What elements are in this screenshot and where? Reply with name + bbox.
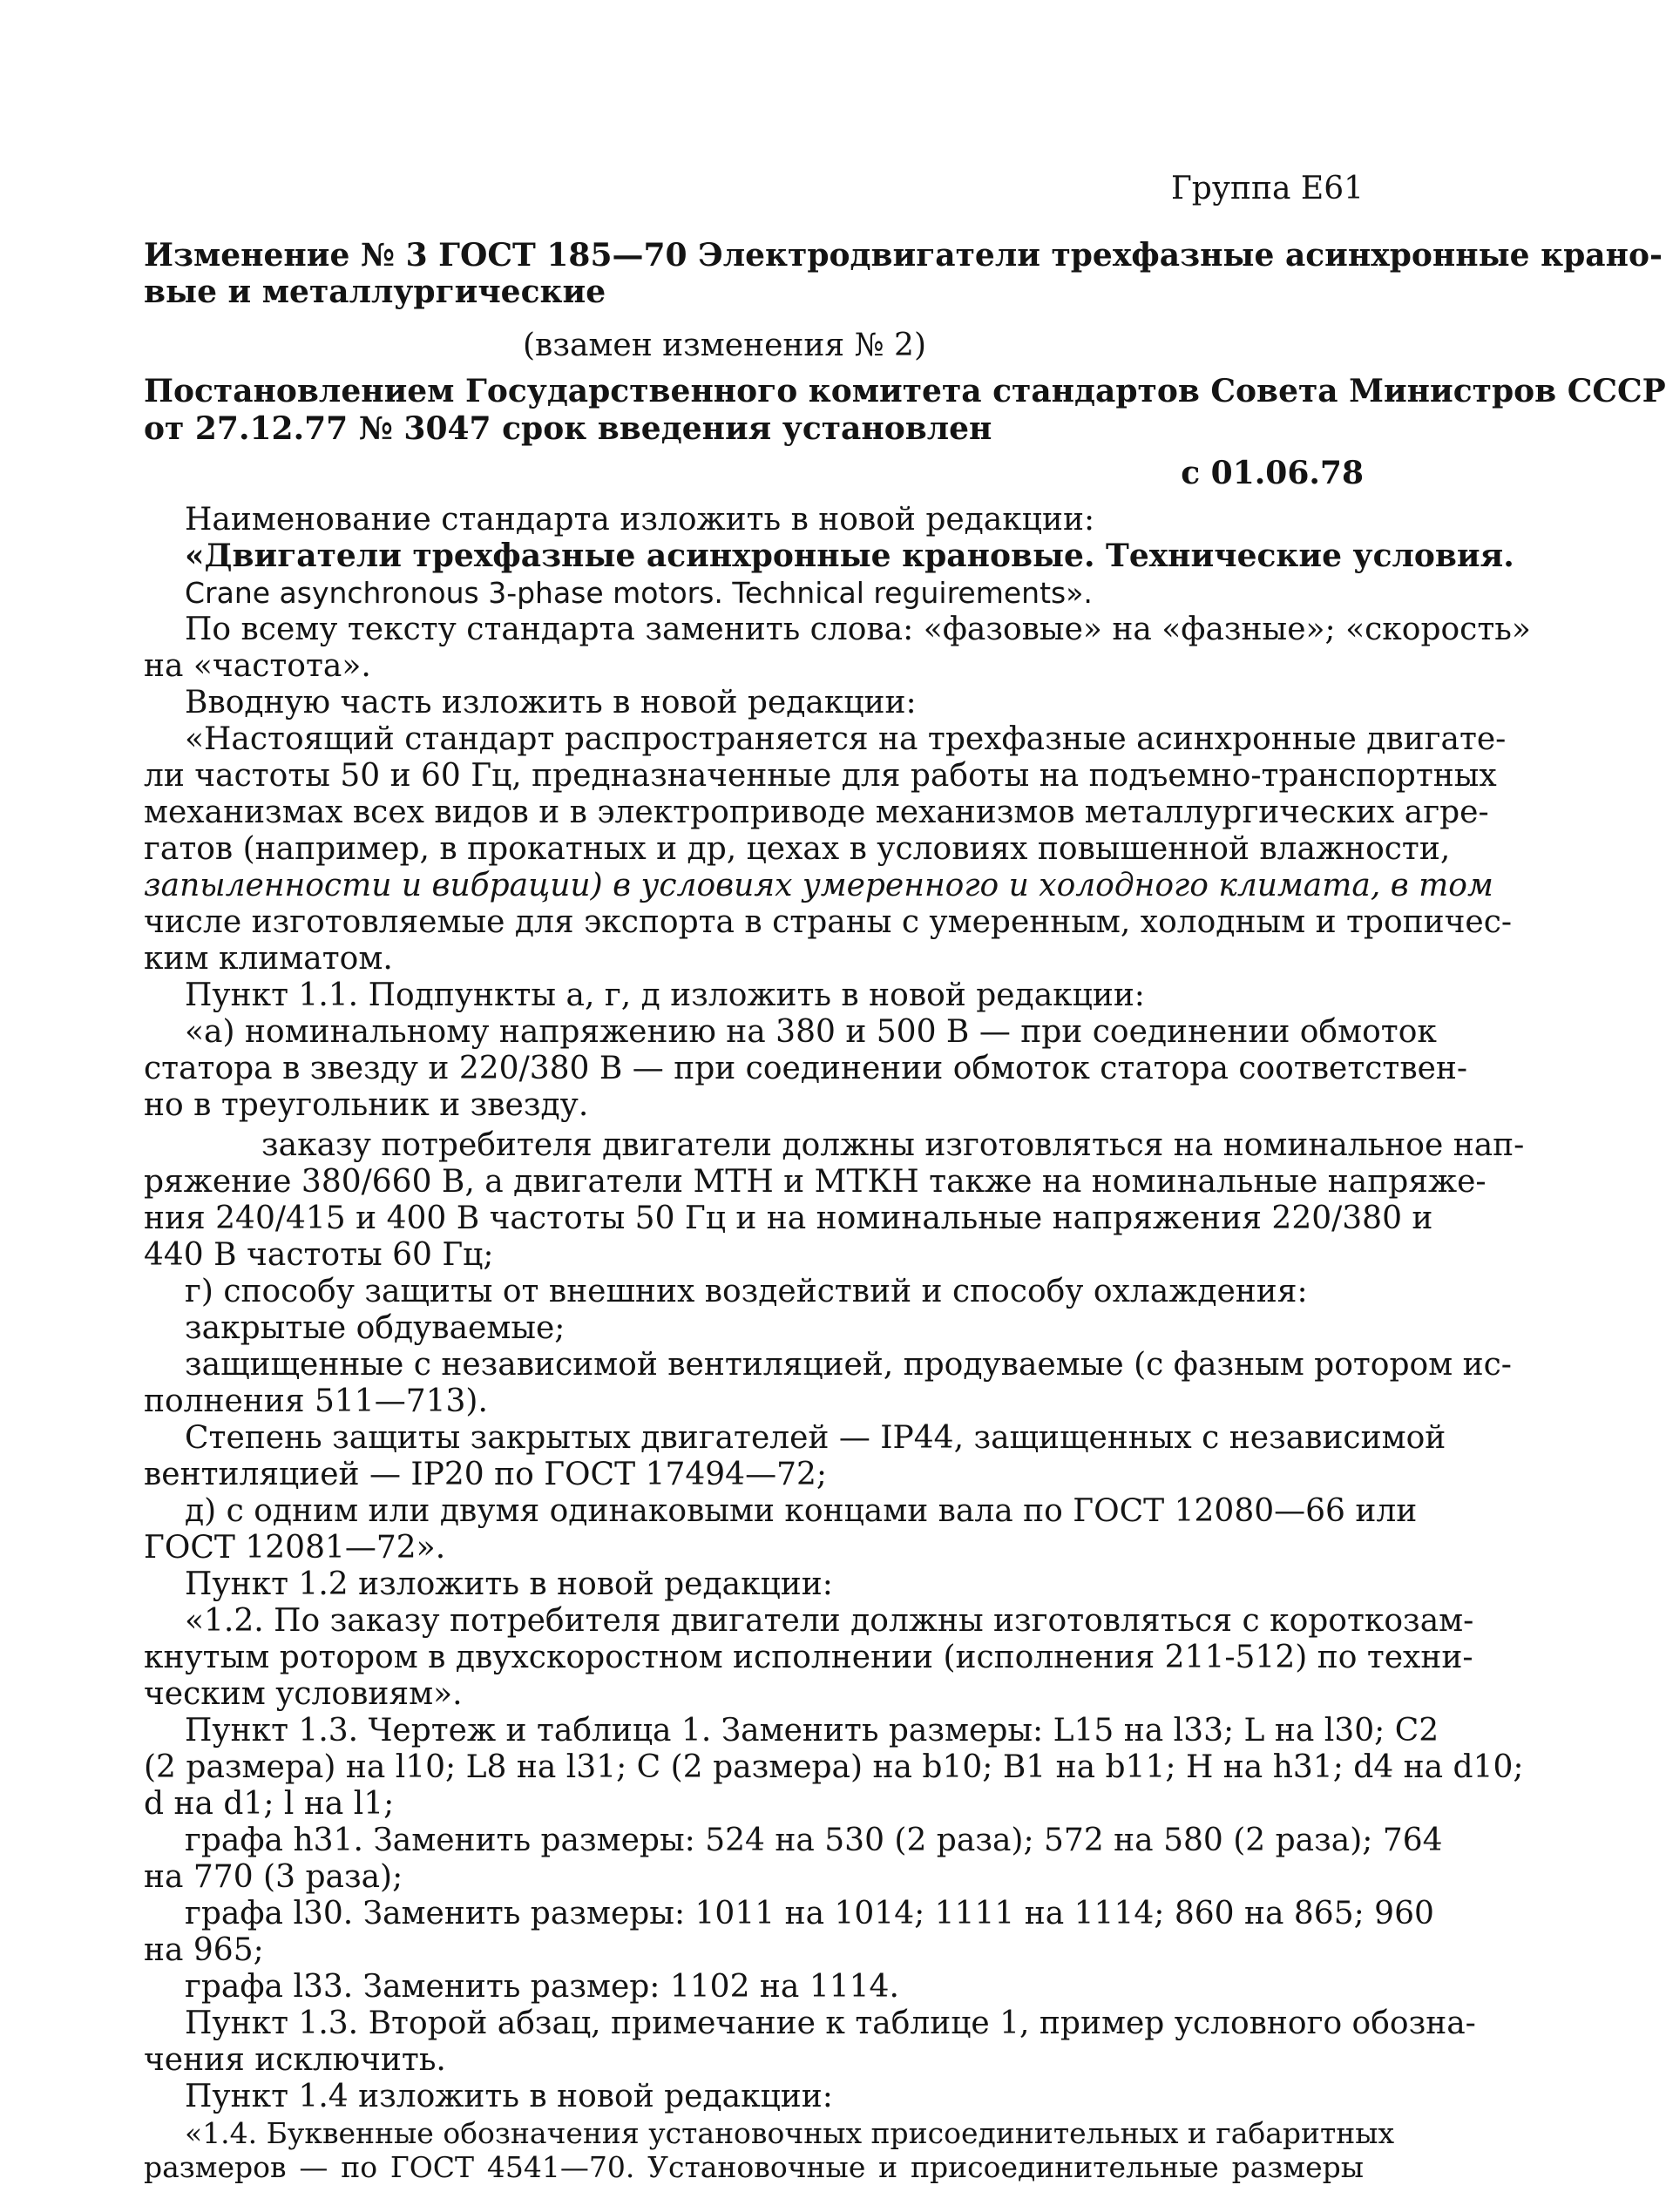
body-line: «1.2. По заказу потребителя двигатели должны изготовляться с короткозам- <box>185 1603 1474 1639</box>
body-line: графа l30. Заменить размеры: 1011 на 1014; 1111 на 1114; 860 на 865; 960 <box>185 1896 1434 1931</box>
body-line: гатов (например, в прокатных и др, цехах в условиях повышенной влажности, <box>144 831 1451 867</box>
body-line: Crane asynchronous 3-phase motors. Technical reguirements». <box>185 576 1093 610</box>
body-line: на 965; <box>144 1932 264 1968</box>
body-line: но в треугольник и звезду. <box>144 1087 589 1123</box>
body-line: Пункт 1.2 изложить в новой редакции: <box>185 1566 833 1602</box>
body-line: ГОСТ 12081—72». <box>144 1530 446 1566</box>
body-line: вентиляцией — IP20 по ГОСТ 17494—72; <box>144 1457 828 1492</box>
body-line: кнутым ротором в двухскоростном исполнении (исполнения 211-512) по техни- <box>144 1640 1473 1675</box>
body-line: графа h31. Заменить размеры: 524 на 530 (2 раза); 572 на 580 (2 раза); 764 <box>185 1823 1443 1858</box>
body-line: чения исключить. <box>144 2042 446 2078</box>
body-line: Пункт 1.3. Второй абзац, примечание к таблице 1, пример условного обозна- <box>185 2006 1476 2041</box>
body-line: ческим условиям». <box>144 1676 463 1712</box>
body-line: на 770 (3 раза); <box>144 1859 403 1895</box>
effective-date: с 01.06.78 <box>1181 455 1364 491</box>
body-line: «а) номинальному напряжению на 380 и 500 В — при соединении обмоток <box>185 1014 1437 1050</box>
body-line: полнения 511—713). <box>144 1383 488 1419</box>
body-line: d на d1; l на l1; <box>144 1786 395 1822</box>
body-line: Пункт 1.3. Чертеж и таблица 1. Заменить размеры: L15 на l33; L на l30; C2 <box>185 1713 1439 1749</box>
body-line: Пункт 1.4 изложить в новой редакции: <box>185 2079 833 2114</box>
body-line: По всему тексту стандарта заменить слова: «фазовые» на «фазные»; «скорость» <box>185 612 1531 647</box>
body-line: Наименование стандарта изложить в новой редакции: <box>185 502 1095 538</box>
body-line: числе изготовляемые для экспорта в страны с умеренным, холодным и тропичес- <box>144 904 1513 940</box>
body-line: «1.4. Буквенные обозначения установочных присоединительных и габаритных <box>185 2116 1395 2150</box>
body-line: запыленности и вибрации) в условиях умеренного и холодного климата, в том <box>144 868 1493 903</box>
body-line: «Двигатели трехфазные асинхронные крановые. Технические условия. <box>185 538 1514 574</box>
title-line: Изменение № 3 ГОСТ 185—70 Электродвигатели трехфазные асинхронные крано- <box>144 237 1663 274</box>
body-line: размеров — по ГОСТ 4541—70. Установочные и присоединительные размеры <box>144 2150 1364 2184</box>
body-line: ряжение 380/660 В, а двигатели МТН и МТКН также на номинальные напряже- <box>144 1164 1487 1200</box>
decree-line: Постановлением Государственного комитета стандартов Совета Министров СССР <box>144 373 1666 409</box>
decree-line: от 27.12.77 № 3047 срок введения установлен <box>144 410 992 447</box>
body-line: ли частоты 50 и 60 Гц, предназначенные для работы на подъемно-транспортных <box>144 758 1497 794</box>
body-line: заказу потребителя двигатели должны изготовляться на номинальное нап- <box>261 1127 1525 1163</box>
body-line: механизмах всех видов и в электроприводе механизмов металлургических агре- <box>144 795 1489 830</box>
body-line: Пункт 1.1. Подпункты а, г, д изложить в новой редакции: <box>185 977 1145 1013</box>
body-line: г) способу защиты от внешних воздействий и способу охлаждения: <box>185 1274 1308 1309</box>
body-line: статора в звезду и 220/380 В — при соединении обмоток статора соответствен- <box>144 1051 1468 1086</box>
replaces-note: (взамен изменения № 2) <box>523 328 926 363</box>
body-line: 440 В частоты 60 Гц; <box>144 1237 494 1273</box>
body-line: графа l33. Заменить размер: 1102 на 1114. <box>185 1969 899 2005</box>
body-line: ния 240/415 и 400 В частоты 50 Гц и на номинальные напряжения 220/380 и <box>144 1201 1433 1236</box>
body-line: д) с одним или двумя одинаковыми концами вала по ГОСТ 12080—66 или <box>185 1493 1418 1529</box>
body-line: на «частота». <box>144 648 371 684</box>
body-line: Вводную часть изложить в новой редакции: <box>185 685 917 720</box>
body-line: «Настоящий стандарт распространяется на трехфазные асинхронные двигате- <box>185 721 1507 757</box>
body-line: закрытые обдуваемые; <box>185 1310 565 1346</box>
group-label: Группа Е61 <box>1170 171 1364 206</box>
body-line: ким климатом. <box>144 941 393 977</box>
body-line: защищенные с независимой вентиляцией, продуваемые (с фазным ротором ис- <box>185 1347 1512 1383</box>
title-line: вые и металлургические <box>144 274 606 310</box>
body-line: Степень защиты закрытых двигателей — IP44, защищенных с независимой <box>185 1420 1446 1456</box>
body-line: (2 размера) на l10; L8 на l31; C (2 размера) на b10; B1 на b11; H на h31; d4 на d10; <box>144 1749 1524 1785</box>
